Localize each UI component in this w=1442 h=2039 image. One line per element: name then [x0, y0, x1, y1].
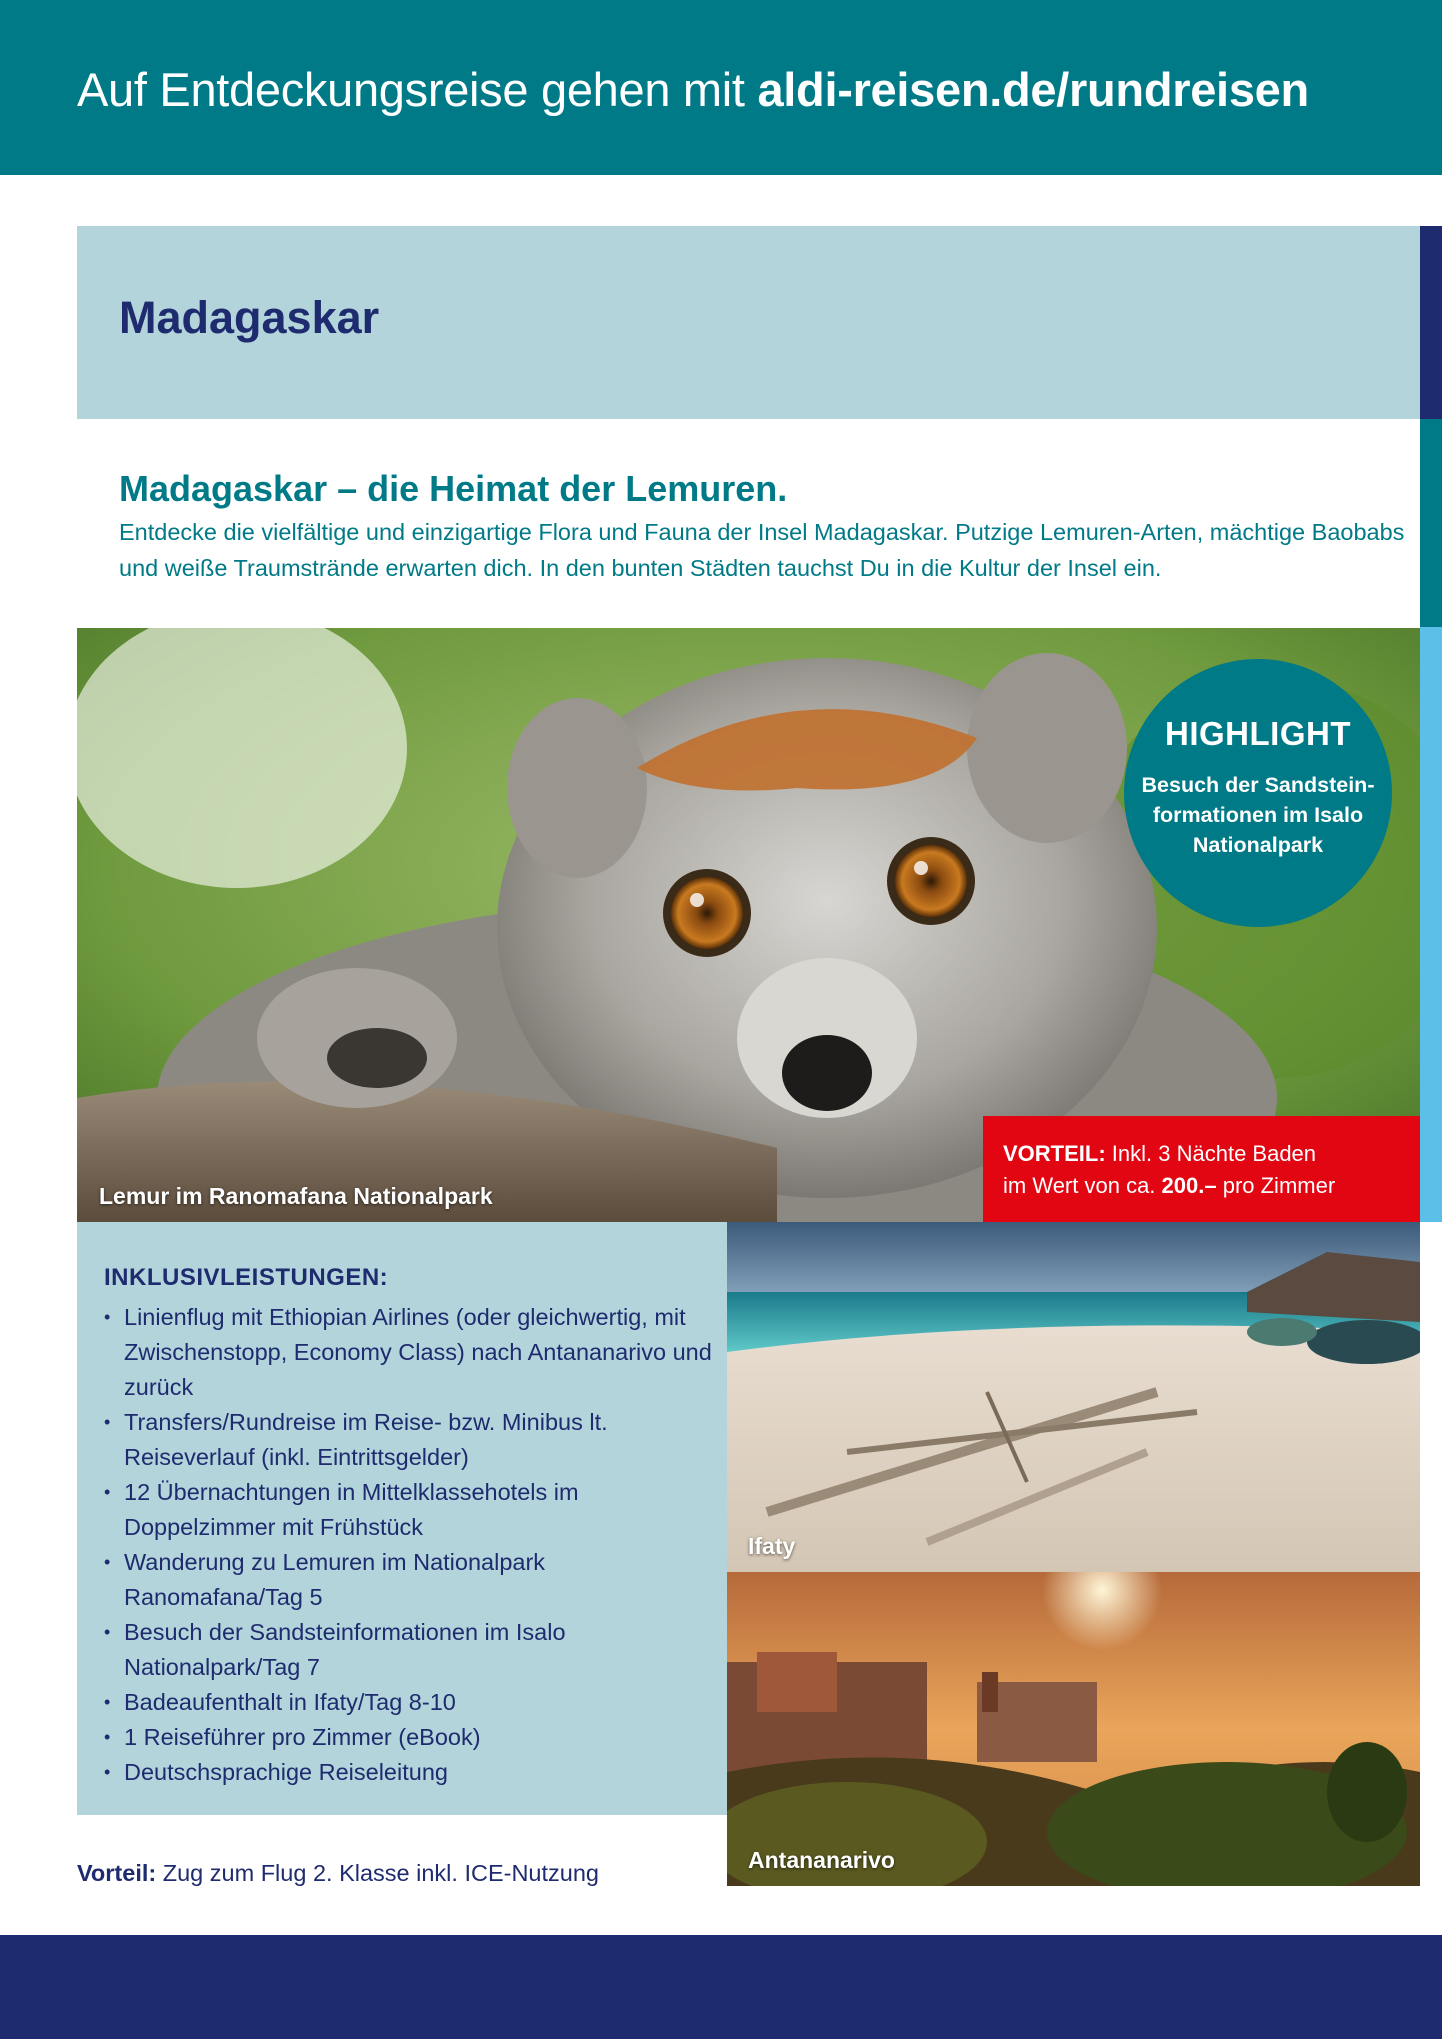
banner-headline [77, 62, 1309, 117]
side-accent-teal [1420, 419, 1442, 627]
inclusion-item: • Deutschsprachige Reiseleitung [104, 1755, 714, 1790]
city-sunset-illustration [727, 1572, 1420, 1886]
inclusion-item: • Besuch der Sandsteinformationen im Isalo Nationalpark/Tag 7 [104, 1615, 714, 1685]
inclusions-title: INKLUSIVLEISTUNGEN: [104, 1264, 389, 1291]
vorteil-line-2 [1003, 1170, 1335, 1202]
vorteil-badge [983, 1116, 1420, 1222]
inclusion-item: • 1 Reiseführer pro Zimmer (eBook) [104, 1720, 714, 1755]
inclusions-list [104, 1300, 714, 1790]
inclusion-item: • Wanderung zu Lemuren im Nationalpark Ranomafana/Tag 5 [104, 1545, 714, 1615]
vorteil-amount: 200.– [1161, 1173, 1217, 1198]
vorteil-line-2-prefix: im Wert von ca. [1003, 1173, 1162, 1198]
ifaty-caption: Ifaty [748, 1533, 796, 1559]
side-accent-navy [1420, 226, 1442, 419]
bottom-band [0, 1935, 1442, 2039]
top-banner [0, 0, 1442, 175]
highlight-title: HIGHLIGHT [1165, 715, 1351, 752]
vorteil-line-2-suffix: pro Zimmer [1216, 1173, 1336, 1198]
vorteil-note-text: Zug zum Flug 2. Klasse inkl. ICE-Nutzung [156, 1860, 599, 1886]
antananarivo-caption: Antananarivo [748, 1847, 895, 1873]
vorteil-note [77, 1860, 599, 1887]
photo-ifaty-beach [727, 1222, 1420, 1572]
inclusion-item: • Badeaufenthalt in Ifaty/Tag 8-10 [104, 1685, 714, 1720]
destination-title-box [77, 226, 1420, 419]
intro-heading: Madagaskar – die Heimat der Lemuren. [119, 468, 788, 509]
inclusion-item: • Linienflug mit Ethiopian Airlines (oder gleichwertig, mit Zwischenstopp, Economy Class) nach Antananarivo und zurück [104, 1300, 714, 1405]
side-accent-light-blue [1420, 627, 1442, 1222]
highlight-badge [1124, 659, 1392, 927]
vorteil-line-1 [1003, 1138, 1335, 1170]
inclusions-box [77, 1222, 727, 1815]
hero-caption: Lemur im Ranomafana Nationalpark [99, 1183, 493, 1209]
inclusion-item: • 12 Übernachtungen in Mittelklassehotels im Doppelzimmer mit Frühstück [104, 1475, 714, 1545]
highlight-text: Besuch der Sandstein-formationen im Isalo Nationalpark [1141, 773, 1375, 857]
intro-text: Entdecke die vielfältige und einzigartige Flora und Fauna der Insel Madagaskar. Putzige Lemuren-Arten, mächtige Baobabs und weiße Traumstrände erwarten dich. In den bunten Städten tauchst Du in die Kultur der Insel ein. [119, 519, 1405, 581]
vorteil-line-1-text: Inkl. 3 Nächte Baden [1105, 1141, 1317, 1166]
banner-link[interactable]: aldi-reisen.de/rundreisen [757, 63, 1309, 116]
inclusion-item: • Transfers/Rundreise im Reise- bzw. Minibus lt. Reiseverlauf (inkl. Eintrittsgelder) [104, 1405, 714, 1475]
destination-title: Madagaskar [119, 292, 380, 343]
vorteil-note-label: Vorteil: [77, 1860, 157, 1886]
photo-antananarivo [727, 1572, 1420, 1886]
beach-illustration [727, 1222, 1420, 1572]
banner-prefix: Auf Entdeckungsreise gehen mit [77, 63, 758, 116]
vorteil-label: VORTEIL: [1003, 1141, 1106, 1166]
